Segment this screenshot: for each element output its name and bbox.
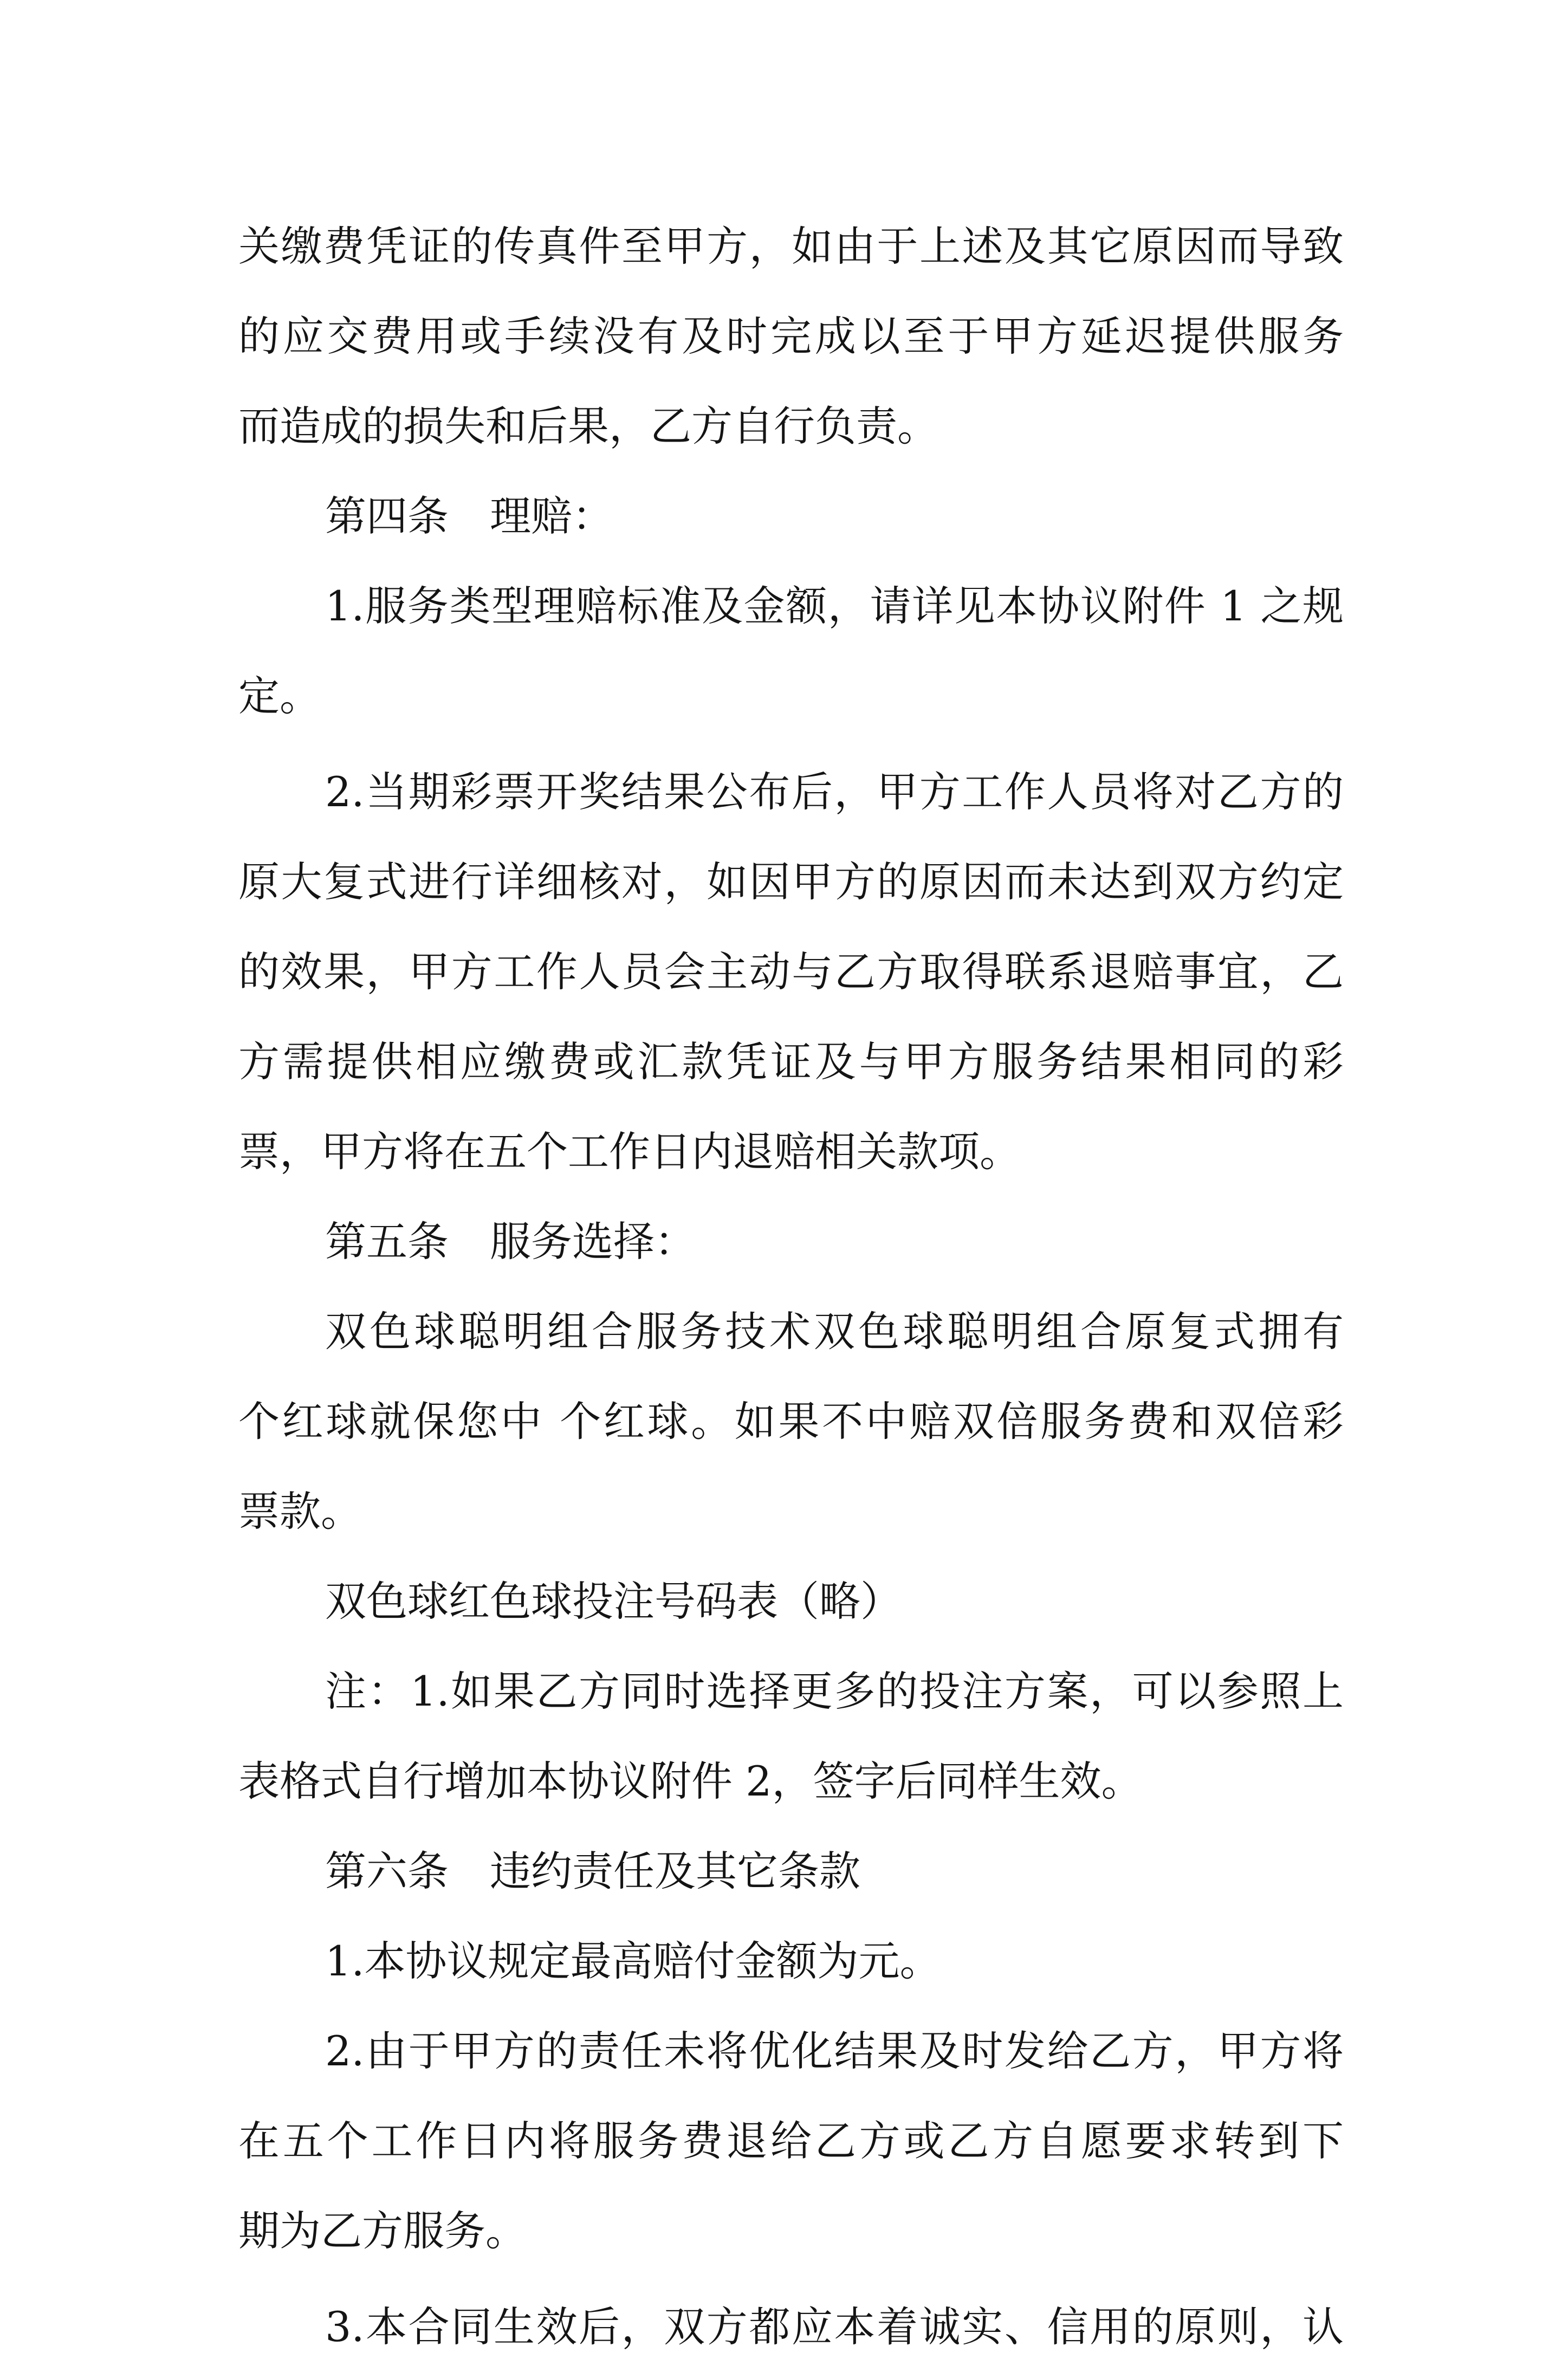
text-line: 1.服务类型理赔标准及金额，请详见本协议附件 1 之规 xyxy=(325,582,1344,630)
document-page xyxy=(238,202,1344,2372)
text-line: 双色球红色球投注号码表（略） xyxy=(325,1577,902,1625)
text-line: 原大复式进行详细核对，如因甲方的原因而未达到双方约定 xyxy=(238,858,1344,906)
text-line: 3.本合同生效后，双方都应本着诚实、信用的原则，认 xyxy=(325,2303,1344,2351)
text-line: 表格式自行增加本协议附件 2，签字后同样生效。 xyxy=(238,1757,1143,1805)
text-line: 1.本协议规定最高赔付金额为元。 xyxy=(325,1937,941,1985)
text-line: 2.当期彩票开奖结果公布后，甲方工作人员将对乙方的 xyxy=(325,768,1344,816)
text-line: 注：1.如果乙方同时选择更多的投注方案，可以参照上 xyxy=(325,1667,1344,1715)
article-heading: 第四条 理赔： xyxy=(325,492,613,540)
text-line: 票，甲方将在五个工作日内退赔相关款项。 xyxy=(238,1127,1021,1176)
text-line: 双色球聪明组合服务技术双色球聪明组合原复式拥有 xyxy=(325,1307,1344,1356)
text-line: 在五个工作日内将服务费退给乙方或乙方自愿要求转到下 xyxy=(238,2117,1344,2165)
article-heading: 第六条 违约责任及其它条款 xyxy=(325,1847,860,1895)
text-line: 的效果，甲方工作人员会主动与乙方取得联系退赔事宜，乙 xyxy=(238,948,1344,996)
article-heading: 第五条 服务选择： xyxy=(325,1217,696,1266)
text-line: 而造成的损失和后果，乙方自行负责。 xyxy=(238,402,938,450)
text-line: 期为乙方服务。 xyxy=(238,2207,527,2255)
text-line: 方需提供相应缴费或汇款凭证及与甲方服务结果相同的彩 xyxy=(238,1038,1344,1086)
text-line: 个红球就保您中 个红球。如果不中赔双倍服务费和双倍彩 xyxy=(238,1397,1344,1446)
text-line: 2.由于甲方的责任未将优化结果及时发给乙方，甲方将 xyxy=(325,2027,1344,2075)
text-line: 票款。 xyxy=(238,1487,362,1535)
text-line: 定。 xyxy=(238,672,321,720)
text-line: 关缴费凭证的传真件至甲方，如由于上述及其它原因而导致 xyxy=(238,222,1344,270)
text-line: 的应交费用或手续没有及时完成以至于甲方延迟提供服务 xyxy=(238,312,1344,360)
